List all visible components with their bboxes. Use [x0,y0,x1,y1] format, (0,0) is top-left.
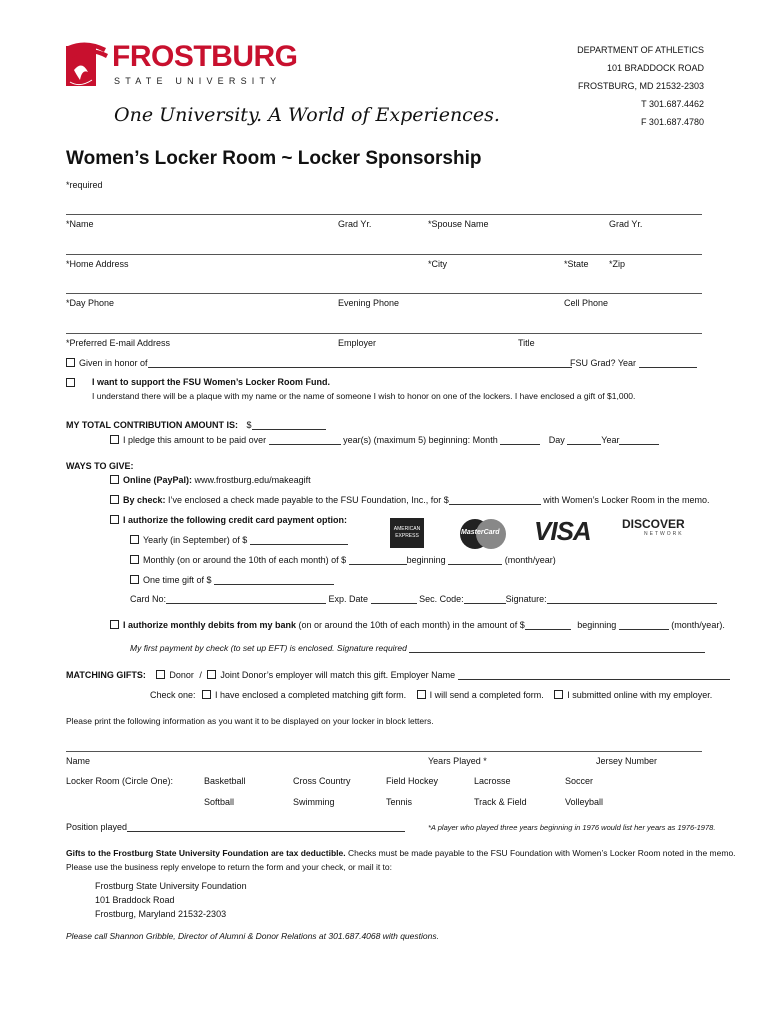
required-note: *required [66,180,103,190]
online-label: Online (PayPal): [123,475,193,485]
exp-date-input[interactable] [371,594,417,604]
pledge-month-input[interactable] [500,435,540,445]
monthly-checkbox[interactable] [130,555,139,564]
one-time-row [130,575,334,585]
pledge-year-label: Year [601,435,620,445]
phone-number: T 301.687.4462 [641,99,704,109]
city-field[interactable]: *City [428,259,448,269]
bank-row [110,620,725,630]
spouse-grad-year-field[interactable]: Grad Yr. [609,219,643,229]
logo-subtitle: STATE UNIVERSITY [114,76,282,86]
position-row [66,822,405,832]
monthly-label: Monthly (on or around the 10th of each month) of $ [143,555,347,565]
joint-donor-checkbox[interactable] [207,670,216,679]
check-text: I’ve enclosed a check made payable to the FSU Foundation, Inc., for $ [168,495,449,505]
department-name: DEPARTMENT OF ATHLETICS [577,45,704,55]
exp-date-label: Exp. Date [328,594,369,604]
submitted-online-checkbox[interactable] [554,690,563,699]
position-input[interactable] [127,822,405,832]
honor-checkbox[interactable] [66,358,75,367]
bank-my-label: (month/year). [671,620,725,630]
joint-donor-label: Joint Donor’s employer will match this gift. Employer Name [220,670,456,680]
check-amount-input[interactable] [449,495,541,505]
donor-slash: / [199,670,202,680]
credit-row [110,515,347,525]
cell-phone-field[interactable]: Cell Phone [564,298,609,308]
locker-name-field[interactable]: Name [66,756,91,766]
row-line-1 [66,214,702,215]
first-payment-row [130,643,705,653]
amex-logo [390,518,424,548]
pledge-day-input[interactable] [567,435,601,445]
locker-name-line [66,751,702,752]
employer-name-input[interactable] [458,670,730,680]
bank-debit-checkbox[interactable] [110,620,119,629]
sport-volleyball[interactable]: Volleyball [565,797,604,807]
support-heading: I want to support the FSU Women’s Locker Room Fund. [92,377,331,387]
pledge-row [110,435,659,445]
contribution-amount-input[interactable] [252,420,326,430]
monthly-my-label: (month/year) [504,555,556,565]
enclosed-form-label: I have enclosed a completed matching gift form. [215,690,407,700]
sec-code-label: Sec. Code: [419,594,464,604]
fsu-grad-label: FSU Grad? Year [570,358,637,368]
sport-soccer[interactable]: Soccer [565,776,594,786]
discover-logo-text: DISCOVER [622,517,685,531]
fsu-grad-row [570,358,697,368]
pledge-years-input[interactable] [269,435,341,445]
honor-row [66,358,572,368]
contribution-label: MY TOTAL CONTRIBUTION AMOUNT IS: [66,420,238,430]
yearly-row [130,535,348,545]
one-time-checkbox[interactable] [130,575,139,584]
monthly-amount-input[interactable] [349,555,407,565]
email-field[interactable]: *Preferred E-mail Address [66,338,171,348]
tax-note [66,848,736,858]
bank-text: (on or around the 10th of each month) in the amount of $ [298,620,525,630]
amex-logo-text: AMERICAN EXPRESS [393,526,421,539]
check-one-label: Check one: [150,690,196,700]
submitted-online-label: I submitted online with my employer. [567,690,713,700]
university-logo [66,40,298,92]
signature-input[interactable] [547,594,717,604]
credit-label: I authorize the following credit card payment option: [123,515,348,525]
form-title: Women’s Locker Room ~ Locker Sponsorship [66,148,482,169]
ways-label: WAYS TO GIVE: [66,461,134,471]
jersey-number-field[interactable]: Jersey Number [596,756,658,766]
donor-label: Donor [169,670,194,680]
one-time-amount-input[interactable] [214,575,334,585]
position-label: Position played [66,822,128,832]
bank-label: I authorize monthly debits from my bank [123,620,297,630]
locker-room-label: Locker Room (Circle One): [66,776,174,786]
bank-begin-input[interactable] [619,620,669,630]
online-url-link[interactable]: www.frostburg.edu/makeagift [194,475,311,485]
row-line-3 [66,293,702,294]
fax-number: F 301.687.4780 [640,117,704,127]
pledge-year-input[interactable] [619,435,659,445]
mail-address-1: Frostburg State University Foundation [95,881,247,891]
support-fund-checkbox[interactable] [66,378,75,387]
tagline: One University. A World of Experiences. [114,104,500,126]
online-checkbox[interactable] [110,475,119,484]
monthly-begin-label: beginning [406,555,446,565]
sport-tennis[interactable]: Tennis [386,797,413,807]
pledge-day-label: Day [548,435,565,445]
employer-field[interactable]: Employer [338,338,377,348]
zip-field[interactable]: *Zip [609,259,626,269]
check-one-row [150,690,712,700]
grad-year-field[interactable]: Grad Yr. [338,219,372,229]
sport-basketball[interactable]: Basketball [204,776,246,786]
donor-checkbox[interactable] [156,670,165,679]
first-payment-signature-input[interactable] [409,643,705,653]
tax-memo-text: Checks must be made payable to the FSU Foundation with Women’s Locker Room noted in the memo. [345,848,736,858]
support-text: I understand there will be a plaque with my name or the name of someone I wish to honor on one of the lockers. I have enclosed a gift of $1,000. [92,391,636,401]
monthly-begin-input[interactable] [448,555,502,565]
matching-label: MATCHING GIFTS: [66,670,146,680]
yearly-amount-input[interactable] [250,535,348,545]
flame-mark-icon [66,40,110,92]
tax-deductible-text: Gifts to the Frostburg State University Foundation are tax deductible. [66,848,346,858]
online-row [110,475,311,485]
given-in-honor-label: Given in honor of [79,358,148,368]
home-address-field[interactable]: *Home Address [66,259,129,269]
honor-name-input[interactable] [148,358,572,368]
contribution-row [66,420,326,430]
discover-logo [622,517,685,537]
print-note: Please print the following information as you want it to be displayed on your locker in block letters. [66,716,434,726]
check-label: By check: [123,495,166,505]
credit-card-checkbox[interactable] [110,515,119,524]
matching-row [66,670,730,680]
enclosed-form-checkbox[interactable] [202,690,211,699]
check-payment-checkbox[interactable] [110,495,119,504]
evening-phone-field[interactable]: Evening Phone [338,298,400,308]
spouse-name-field[interactable]: *Spouse Name [428,219,489,229]
yearly-label: Yearly (in September) of $ [143,535,248,545]
mail-address-3: Frostburg, Maryland 21532-2303 [95,909,227,919]
questions-note: Please call Shannon Gribble, Director of Alumni & Donor Relations at 301.687.4068 with questions. [66,931,439,941]
signature-label: Signature: [505,594,547,604]
card-number-input[interactable] [166,594,326,604]
envelope-note: Please use the business reply envelope to return the form and your check, or mail it to: [66,862,393,872]
visa-logo: VISA [534,516,591,546]
city-address: FROSTBURG, MD 21532-2303 [577,81,704,91]
first-payment-text: My first payment by check (to set up EFT) is enclosed. Signature required [130,643,407,653]
sport-field-hockey[interactable]: Field Hockey [386,776,439,786]
name-field[interactable]: *Name [66,219,94,229]
pledge-text-b: year(s) (maximum 5) beginning: Month [343,435,498,445]
sport-lacrosse[interactable]: Lacrosse [474,776,511,786]
yearly-checkbox[interactable] [130,535,139,544]
fsu-grad-year-input[interactable] [639,358,697,368]
will-send-checkbox[interactable] [417,690,426,699]
sport-track-field[interactable]: Track & Field [474,797,527,807]
bank-begin-label: beginning [577,620,617,630]
card-details-row [130,594,717,604]
street-address: 101 BRADDOCK ROAD [606,63,704,73]
sport-swimming[interactable]: Swimming [293,797,335,807]
monthly-row [130,555,556,565]
years-played-field[interactable]: Years Played * [428,756,487,766]
logo-wordmark: FROSTBURG [112,40,298,73]
state-field[interactable]: *State [564,259,589,269]
mastercard-logo-text: MasterCard [461,529,500,536]
department-address [577,41,704,131]
mastercard-logo [457,518,509,550]
check-tail: with Women’s Locker Room in the memo. [543,495,710,505]
contribution-dollar: $ [246,420,252,430]
row-line-4 [66,333,702,334]
pledge-text-a: I pledge this amount to be paid over [123,435,267,445]
title-field[interactable]: Title [518,338,535,348]
sport-cross-country[interactable]: Cross Country [293,776,351,786]
day-phone-field[interactable]: *Day Phone [66,298,115,308]
check-row [110,495,709,505]
bank-amount-input[interactable] [525,620,571,630]
row-line-2 [66,254,702,255]
mail-address-2: 101 Braddock Road [95,895,175,905]
years-footnote: *A player who played three years beginning in 1976 would list her years as 1976-1978. [428,823,716,832]
card-number-label: Card No: [130,594,167,604]
pledge-checkbox[interactable] [110,435,119,444]
discover-network-text: NETWORK [644,531,684,537]
will-send-label: I will send a completed form. [429,690,544,700]
sec-code-input[interactable] [464,594,506,604]
one-time-label: One time gift of $ [143,575,212,585]
sport-softball[interactable]: Softball [204,797,235,807]
